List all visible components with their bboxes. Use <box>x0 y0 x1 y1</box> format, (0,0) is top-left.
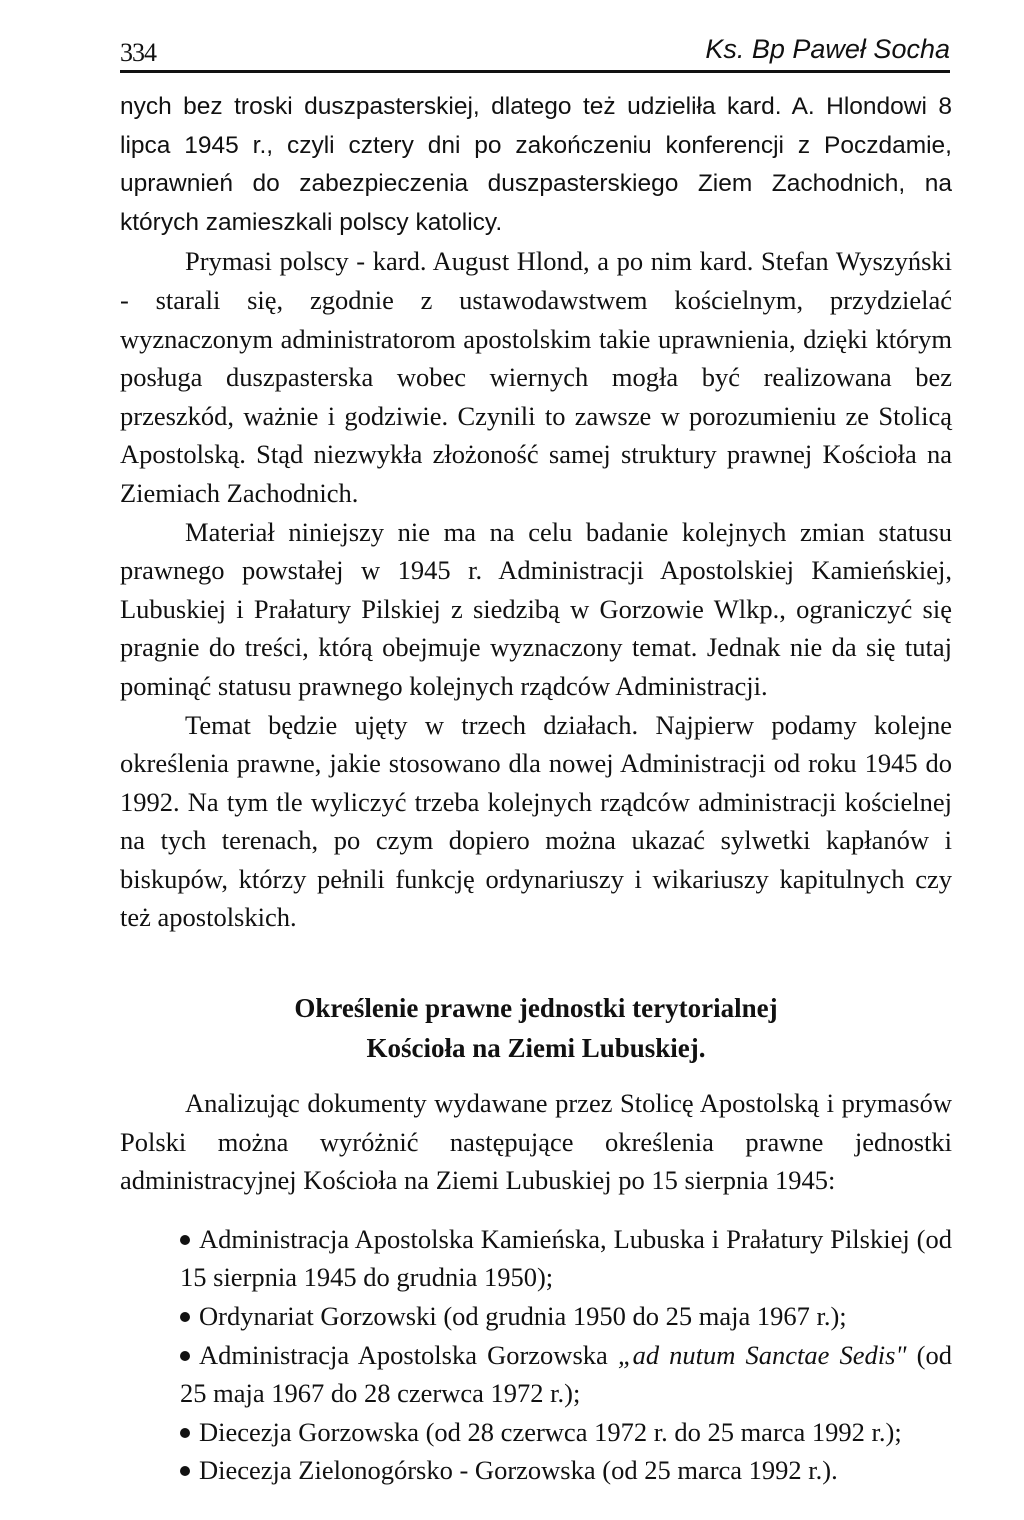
list-item-text: Administracja Apostolska Kamieńska, Lubuska i Prałatury Pilskiej (od 15 sierpnia 1945 do grudnia 1950); <box>180 1223 952 1293</box>
paragraph-2: Prymasi polscy - kard. August Hlond, a po nim kard. Stefan Wyszyński - starali się, zgodnie z ustawodawstwem kościelnym, przydzielać wyznaczonym administratorom apostolskim takie uprawnienia, dzięki którym posługa duszpasterska wobec wiernych mogła być realizowana bez przeszkód, ważnie i godziwie. Czynili to zawsze w porozumieniu ze Stolicą Apostolską. Stąd niezwykła złożoność samej struktury prawnej Kościoła na Ziemiach Zachodnich. <box>120 246 952 508</box>
section-heading-line-2: Kościoła na Ziemi Lubuskiej. <box>366 1033 706 1064</box>
paragraph-3: Materiał niniejszy nie ma na celu badanie kolejnych zmian statusu prawnego powstałej w 1945 r. Administracji Apostolskiej Kamieńskiej, Lubuskiej i Prałatury Pilskiej z siedzibą w Gorzowie Wlkp., ograniczyć się pragnie do treści, którą obejmuje wyznaczony temat. Jednak nie da się tutaj pominąć statusu prawnego kolejnych rządców Administracji. <box>120 516 952 701</box>
body-text <box>120 88 952 1490</box>
section-heading <box>120 988 952 1068</box>
list-item-italic-phrase: „ad nutum Sanctae Sedis" <box>617 1339 907 1370</box>
paragraph-4: Temat będzie ujęty w trzech działach. Najpierw podamy kolejne określenia prawne, jakie stosowano dla nowej Administracji od roku 1945 do 1992. Na tym tle wyliczyć trzeba kolejnych rządców administracji kościelnej na tych terenach, po czym dopiero można ukazać sylwetki kapłanów i biskupów, którzy pełnili funkcję ordynariuszy i wikariuszy kapitulnych czy też apostolskich. <box>120 709 952 933</box>
bullet-icon <box>180 1235 190 1245</box>
section-heading-line-1: Określenie prawne jednostki terytorialnej <box>294 993 778 1024</box>
list-item <box>180 1220 952 1297</box>
paragraph-5: Analizując dokumenty wydawane przez Stolicę Apostolską i prymasów Polski można wyróżnić następujące określenia prawne jednostki administracyjnej Kościoła na Ziemi Lubuskiej po 15 sierpnia 1945: <box>120 1088 952 1196</box>
list-item-text-continued: (od 25 maja 1967 do 28 czerwca 1972 r.); <box>180 1339 952 1409</box>
list-item <box>180 1413 952 1452</box>
list-item <box>180 1297 952 1336</box>
bullet-icon <box>180 1428 190 1438</box>
legal-names-list <box>120 1220 952 1490</box>
list-item-text: Diecezja Gorzowska (od 28 czerwca 1972 r. do 25 marca 1992 r.); <box>199 1416 902 1447</box>
list-item-text: Diecezja Zielonogórsko - Gorzowska (od 25 marca 1992 r.). <box>199 1455 838 1486</box>
list-item-text: Administracja Apostolska Gorzowska <box>199 1339 618 1370</box>
running-header <box>120 30 952 70</box>
paragraph-1: nych bez troski duszpasterskiej, dlatego też udzieliła kard. A. Hlondowi 8 lipca 1945 r., czyli cztery dni po zakończeniu konferencji z Poczdamie, uprawnień do zabezpieczenia duszpasterskiego Ziem Zachodnich, na których zamieszkali polscy katolicy. <box>120 93 952 236</box>
list-item-text: Ordynariat Gorzowski (od grudnia 1950 do 25 maja 1967 r.); <box>199 1301 847 1332</box>
list-item <box>180 1451 952 1490</box>
bullet-icon <box>180 1351 190 1361</box>
list-item <box>180 1336 952 1413</box>
page-number: 334 <box>120 38 156 67</box>
bullet-icon <box>180 1466 190 1476</box>
running-header-author: Ks. Bp Paweł Socha <box>705 34 950 64</box>
bullet-icon <box>180 1312 190 1322</box>
header-rule <box>120 70 950 73</box>
